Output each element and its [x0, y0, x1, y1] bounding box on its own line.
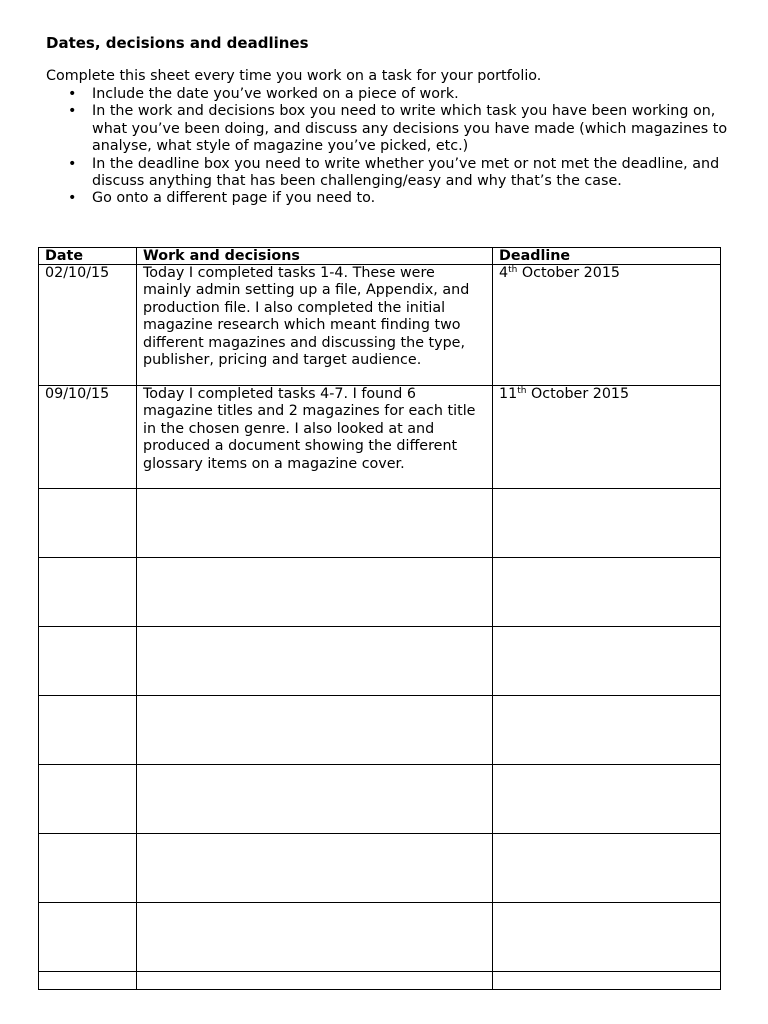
log-table	[38, 247, 721, 990]
page-title: Dates, decisions and deadlines	[46, 34, 309, 52]
date-cell[interactable]	[39, 627, 137, 696]
deadline-cell[interactable]	[493, 558, 721, 627]
deadline-cell[interactable]	[493, 627, 721, 696]
instruction-item: • In the work and decisions box you need to write which task you have been working on, what you’ve been doing, and discuss any decisions you have made (which magazines to analyse, what style of magazine you’ve picked, etc.)	[46, 103, 736, 155]
work-cell[interactable]	[137, 834, 493, 903]
deadline-cell[interactable]	[493, 386, 721, 489]
deadline-cell[interactable]	[493, 834, 721, 903]
header-date: Date	[39, 248, 137, 265]
deadline-cell[interactable]	[493, 903, 721, 972]
table-row	[39, 265, 721, 386]
work-cell[interactable]	[137, 558, 493, 627]
empty-row	[39, 903, 721, 972]
instruction-item: • Include the date you’ve worked on a piece of work.	[46, 86, 736, 103]
date-cell[interactable]	[39, 834, 137, 903]
work-cell[interactable]	[137, 972, 493, 990]
work-cell[interactable]	[137, 489, 493, 558]
deadline-cell[interactable]	[493, 972, 721, 990]
date-cell[interactable]: 02/10/15	[39, 265, 137, 386]
empty-row	[39, 696, 721, 765]
work-cell[interactable]: Today I completed tasks 1-4. These were mainly admin setting up a file, Appendix, and production file. I also completed the initial magazine research which meant finding two different magazines and discussing the type, publisher, pricing and target audience.	[137, 265, 493, 386]
deadline-rest: October 2015	[517, 265, 621, 281]
empty-row	[39, 834, 721, 903]
deadline-cell[interactable]	[493, 265, 721, 386]
date-cell[interactable]	[39, 489, 137, 558]
empty-row	[39, 627, 721, 696]
deadline-rest: October 2015	[526, 386, 630, 402]
table-row	[39, 386, 721, 489]
instruction-item: • Go onto a different page if you need to.	[46, 190, 736, 207]
header-deadline: Deadline	[493, 248, 721, 265]
empty-row	[39, 558, 721, 627]
date-cell[interactable]	[39, 558, 137, 627]
work-cell[interactable]	[137, 696, 493, 765]
deadline-day: 4	[499, 265, 509, 281]
date-cell[interactable]: 09/10/15	[39, 386, 137, 489]
work-cell[interactable]: Today I completed tasks 4-7. I found 6 magazine titles and 2 magazines for each title in the chosen genre. I also looked at and produced a document showing the different glossary items on a magazine cover.	[137, 386, 493, 489]
work-cell[interactable]	[137, 903, 493, 972]
empty-row	[39, 765, 721, 834]
date-cell[interactable]	[39, 765, 137, 834]
work-cell[interactable]	[137, 627, 493, 696]
work-cell[interactable]	[137, 765, 493, 834]
deadline-day: 11	[499, 386, 518, 402]
header-work-and-decisions: Work and decisions	[137, 248, 493, 265]
instruction-item: • In the deadline box you need to write whether you’ve met or not met the deadline, and discuss anything that has been challenging/easy and why that’s the case.	[46, 156, 736, 191]
date-cell[interactable]	[39, 696, 137, 765]
date-cell[interactable]	[39, 972, 137, 990]
date-cell[interactable]	[39, 903, 137, 972]
deadline-cell[interactable]	[493, 765, 721, 834]
empty-row	[39, 489, 721, 558]
deadline-cell[interactable]	[493, 696, 721, 765]
table-header-row	[39, 248, 721, 265]
empty-row	[39, 972, 721, 990]
deadline-suffix: th	[517, 386, 527, 396]
instructions-list	[46, 86, 736, 208]
intro-text: Complete this sheet every time you work on a task for your portfolio.	[46, 68, 542, 84]
deadline-cell[interactable]	[493, 489, 721, 558]
deadline-suffix: th	[508, 265, 518, 275]
